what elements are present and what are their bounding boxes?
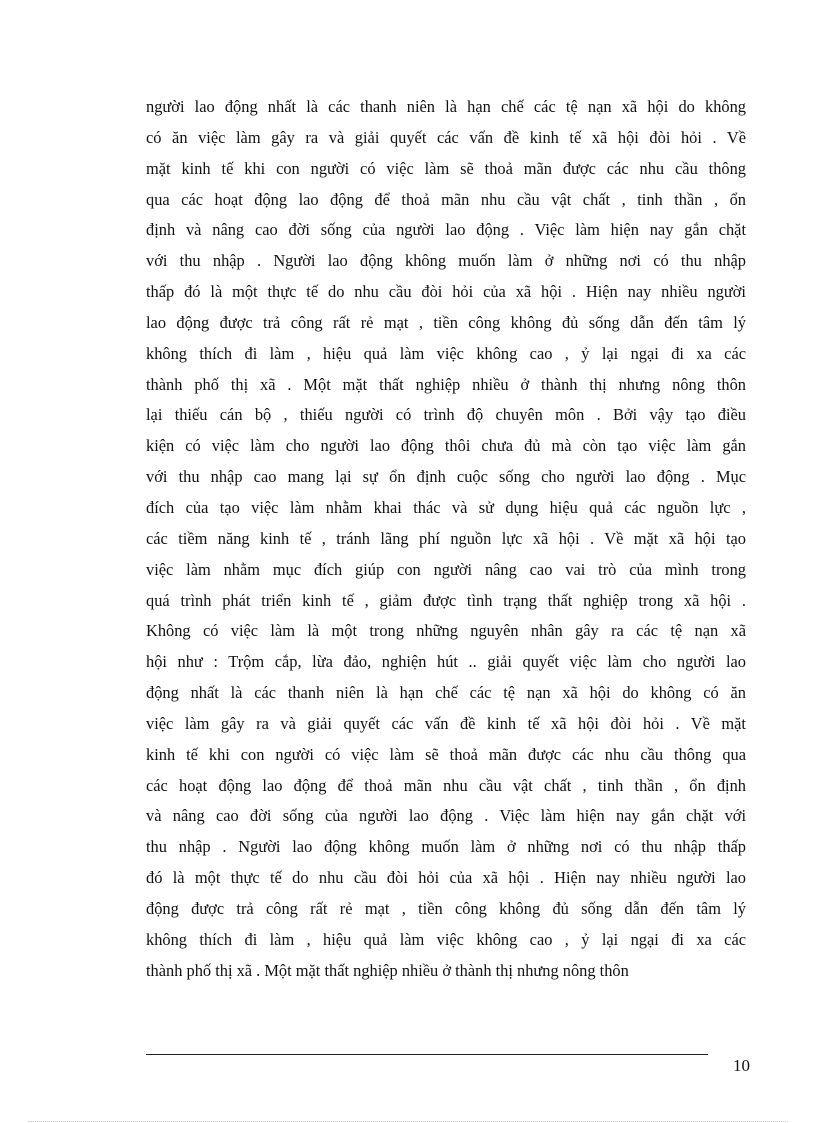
text-line: định và nâng cao đời sống của người lao động . Việc làm hiện nay gắn chặt (146, 220, 746, 240)
text-line: đích của tạo việc làm nhằm khai thác và sử dụng hiệu quả các nguồn lực , (146, 497, 746, 517)
text-line: quá trình phát triển kinh tế , giảm được tình trạng thất nghiệp trong xã hội . (146, 590, 746, 610)
footer-rule (146, 1054, 708, 1055)
body-paragraph (146, 92, 746, 986)
text-line: kinh tế khi con người có việc làm sẽ thoả mãn được các nhu cầu thông qua (146, 744, 746, 764)
text-line: với thu nhập cao mang lại sự ổn định cuộc sống cho người lao động . Mục (146, 467, 746, 487)
text-line: kiện có việc làm cho người lao động thôi chưa đủ mà còn tạo việc làm gắn (146, 436, 746, 456)
text-line: người lao động nhất là các thanh niên là hạn chế các tệ nạn xã hội do không (146, 97, 746, 116)
text-line: các hoạt động lao động để thoả mãn nhu cầu vật chất , tinh thần , ổn định (146, 775, 746, 795)
text-line: Không có việc làm là một trong những nguyên nhân gây ra các tệ nạn xã (146, 621, 746, 641)
text-line: động được trả công rất rẻ mạt , tiền công không đủ sống dẫn đến tâm lý (146, 898, 746, 918)
text-line: thấp đó là một thực tế do nhu cầu đòi hỏi của xã hội . Hiện nay nhiều người (146, 282, 746, 302)
text-line: và nâng cao đời sống của người lao động . Việc làm hiện nay gắn chặt với (146, 806, 746, 826)
text-line: động nhất là các thanh niên là hạn chế các tệ nạn xã hội do không có ăn (146, 683, 746, 703)
text-line: với thu nhập . Người lao động không muốn làm ở những nơi có thu nhập (146, 251, 746, 271)
text-line: thành phố thị xã . Một mặt thất nghiệp nhiều ở thành thị nhưng nông thôn (146, 374, 746, 394)
text-line: lại thiếu cán bộ , thiếu người có trình độ chuyên môn . Bởi vậy tạo điều (146, 405, 746, 425)
text-line: việc làm gây ra và giải quyết các vấn đề kinh tế xã hội đòi hỏi . Về mặt (146, 713, 746, 733)
text-line: lao động được trả công rất rẻ mạt , tiền công không đủ sống dẫn đến tâm lý (146, 312, 746, 332)
text-line: các tiềm năng kinh tế , tránh lãng phí nguồn lực xã hội . Về mặt xã hội tạo (146, 528, 746, 548)
text-line: việc làm nhằm mục đích giúp con người nâng cao vai trò của mình trong (146, 559, 746, 579)
text-line: không thích đi làm , hiệu quả làm việc không cao , ỷ lại ngại đi xa các (146, 929, 746, 949)
text-line: có ăn việc làm gây ra và giải quyết các vấn đề kinh tế xã hội đòi hỏi . Về (146, 127, 746, 147)
text-line: đó là một thực tế do nhu cầu đòi hỏi của xã hội . Hiện nay nhiều người lao (146, 868, 746, 888)
text-line: thu nhập . Người lao động không muốn làm ở những nơi có thu nhập thấp (146, 837, 746, 857)
text-line: thành phố thị xã . Một mặt thất nghiệp nhiều ở thành thị nhưng nông thôn (146, 960, 629, 980)
text-line: mặt kinh tế khi con người có việc làm sẽ thoả mãn được các nhu cầu thông (146, 158, 746, 178)
text-line: hội như : Trộm cắp, lừa đảo, nghiện hút .. giải quyết việc làm cho người lao (146, 652, 746, 672)
text-line: qua các hoạt động lao động để thoả mãn nhu cầu vật chất , tinh thần , ổn (146, 189, 746, 209)
page-number: 10 (733, 1056, 750, 1075)
text-line: không thích đi làm , hiệu quả làm việc không cao , ỷ lại ngại đi xa các (146, 343, 746, 363)
page-bottom-border (28, 1121, 788, 1122)
